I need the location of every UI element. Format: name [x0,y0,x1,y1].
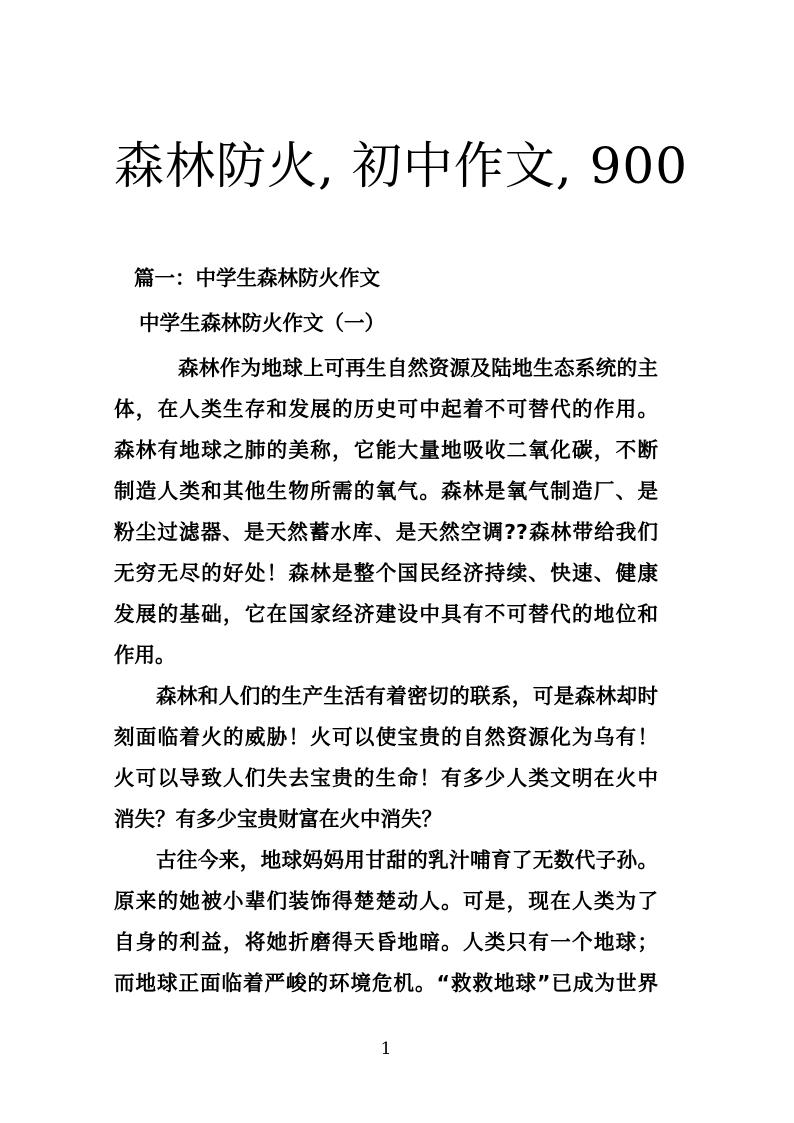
text-line: 发展的基础，它在国家经济建设中具有不可替代的地位和 [114,602,658,626]
text-line: 古往今来，地球妈妈用甘甜的乳汁哺育了无数代子孙。 [156,848,658,872]
document-body [114,258,658,1004]
text-line: 森林和人们的生产生活有着密切的联系，可是森林却时 [156,684,658,708]
text-line: 森林作为地球上可再生自然资源及陆地生态系统的主 [178,356,658,380]
text-line: 原来的她被小辈们装饰得楚楚动人。可是，现在人类为了 [114,889,658,913]
text-line: 森林有地球之肺的美称，它能大量地吸收二氧化碳，不断 [114,438,658,462]
text-line: 而地球正面临着严峻的环境危机。“救救地球”已成为世界 [114,971,658,995]
section-heading: 篇一：中学生森林防火作文 [134,266,380,290]
text-line: 火可以导致人们失去宝贵的生命！有多少人类文明在火中 [114,766,658,790]
text-line: 无穷无尽的好处！森林是整个国民经济持续、快速、健康 [114,561,658,585]
paragraphs-container [114,348,658,1004]
essay-subtitle: 中学生森林防火作文（一） [139,311,385,335]
text-line: 体，在人类生存和发展的历史可中起着不可替代的作用。 [114,397,658,421]
document-title: 森林防火, 初中作文, 900 [114,137,689,195]
text-line: 制造人类和其他生物所需的氧气。森林是氧气制造厂、是 [114,479,658,503]
text-line: 作用。 [114,643,176,667]
text-line: 刻面临着火的威胁！火可以使宝贵的自然资源化为乌有！ [114,725,658,749]
text-line: 粉尘过滤器、是天然蓄水库、是天然空调??森林带给我们 [114,520,658,544]
paragraph [114,348,658,676]
paragraph [114,676,658,840]
text-line: 消失？有多少宝贵财富在火中消失？ [114,807,442,831]
page-number: 1 [380,1039,392,1059]
paragraph [114,840,658,1004]
text-line: 自身的利益，将她折磨得天昏地暗。人类只有一个地球； [114,930,658,954]
